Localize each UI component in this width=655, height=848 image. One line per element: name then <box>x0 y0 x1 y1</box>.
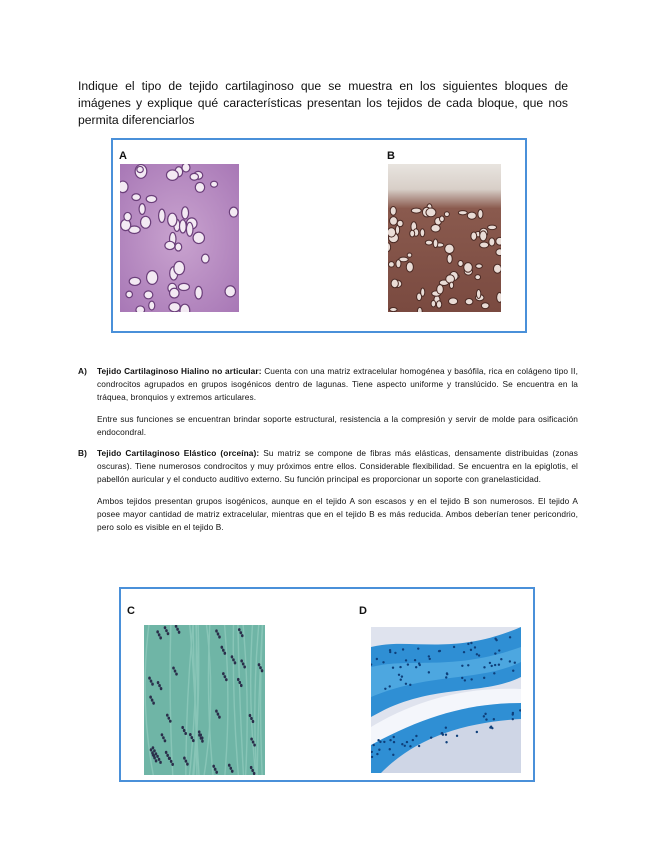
answer-body-b: Su matriz se compone de fibras más elásticas, densamente distribuidas (zonas oscuras). Tiene numerosos condrocitos y muy próximos entre ellos. Considerable flexibilidad. Se encuentra en la epiglotis, el pabellón auricular y el conducto auditivo externo. Su función principal es proporcionar un soporte con granelasticidad. <box>97 448 578 485</box>
answer-comparison: Ambos tejidos presentan grupos isogénicos, aunque en el tejido A son escasos y en el tejido B son numerosos. El tejido A posee mayor cantidad de matriz extracelular, mientras que en el tejido B es más reducida. Ambos deberían tener pericondrio, pero solo es visible en el tejido B. <box>97 495 578 533</box>
panel-label-c: C <box>127 605 135 617</box>
answer-body-a: Cuenta con una matriz extracelular homogénea y basófila, rica en colágeno tipo II, condrocitos agrupados en grupos isogénicos dentro de lagunas. Tiene aspecto uniforme y translúcido. Se encuentra en la tráquea, bronquios y extremos articulares. <box>97 366 578 403</box>
figure-block-1 <box>111 138 527 333</box>
answer-letter-b: B) <box>78 448 87 459</box>
panel-label-d: D <box>359 605 367 617</box>
answer-heading-a: Tejido Cartilaginoso Hialino no articular: <box>97 366 262 376</box>
panel-label-a: A <box>119 150 127 162</box>
answer-item-a <box>78 365 578 405</box>
answers-section <box>78 365 578 542</box>
figure-block-2 <box>119 587 535 782</box>
answer-letter-a: A) <box>78 366 87 376</box>
answer-a-functions: Entre sus funciones se encuentran brindar soporte estructural, resistencia a la compresión y servir de molde para osificación endocondral. <box>97 413 578 437</box>
panel-label-b: B <box>387 150 395 162</box>
question-text: Indique el tipo de tejido cartilaginoso que se muestra en los siguientes bloques de imágenes y explique qué características presentan los tejidos de cada bloque, que nos permita diferenciarlos <box>78 79 568 127</box>
micrograph-fibrous-cartilage <box>144 625 265 775</box>
answer-heading-b: Tejido Cartilaginoso Elástico (orceína): <box>97 448 260 459</box>
answer-item-b <box>78 447 578 487</box>
micrograph-articular-cartilage <box>371 627 521 773</box>
micrograph-elastic-cartilage <box>388 164 501 312</box>
micrograph-hyaline-cartilage <box>120 164 239 312</box>
